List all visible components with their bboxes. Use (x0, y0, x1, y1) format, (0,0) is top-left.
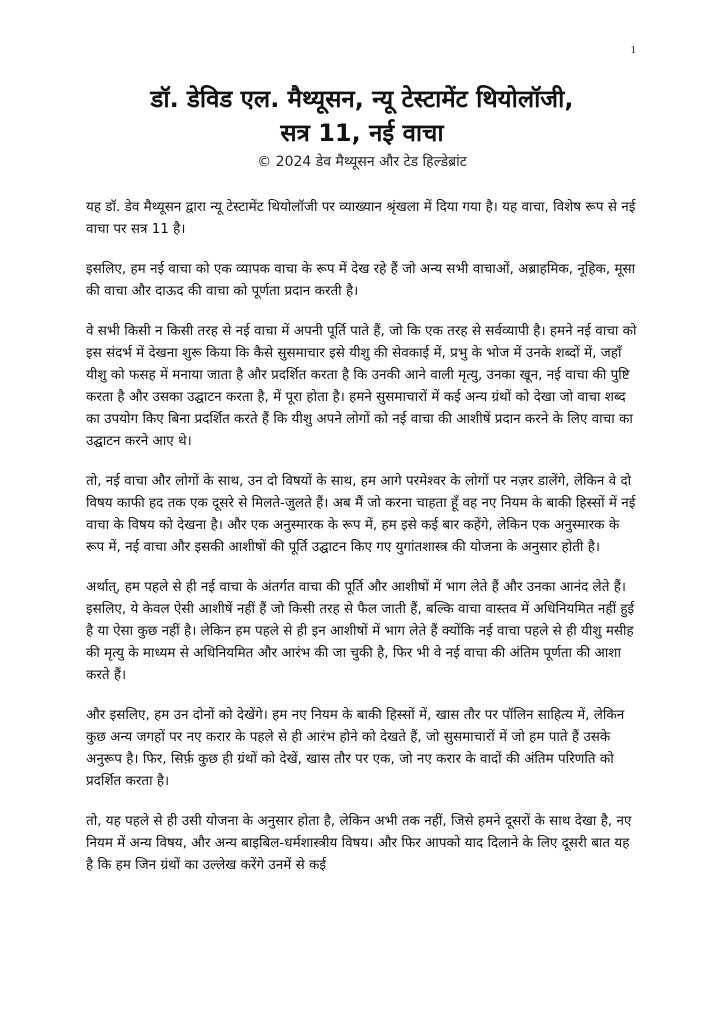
paragraph-2: इसलिए, हम नई वाचा को एक व्यापक वाचा के रूप में देख रहे हैं जो अन्य सभी वाचाओं, अब्राहमिक, नूहिक, मूसा की वाचा और दाऊद की वाचा को पूर्णता प्रदान करती है। (86, 261, 636, 299)
paragraph-4: तो, नई वाचा और लोगों के साथ, उन दो विषयों के साथ, हम आगे परमेश्वर के लोगों पर नज़र डालेंगे, लेकिन वे दो विषय काफी हद तक एक दूसरे से मिलते-जुलते हैं। अब मैं जो करना चाहता हूँ वह नए नियम के बाकी हिस्सों में नई वाचा के विषय को देखना है। और एक अनुस्मारक के रूप में, हम इसे कई बार कहेंगे, लेकिन एक अनुस्मारक के रूप में, नई वाचा और इसकी आशीषों की पूर्ति उद्घाटन किए गए युगांतशास्त्र की योजना के अनुसार होती है। (86, 473, 636, 555)
title-block (60, 82, 664, 172)
page-number: 1 (630, 44, 636, 56)
copyright-line: © 2024 डेव मैथ्यूसन और टेड हिल्डेब्रांट (257, 154, 467, 170)
paragraph-1: यह डॉ. डेव मैथ्यूसन द्वारा न्यू टेस्टामेंट थियोलॉजी पर व्याख्यान श्रृंखला में दिया गया है। यह वाचा, विशेष रूप से नई वाचा पर सत्र 11 है। (86, 199, 636, 237)
title-line-2: सत्र 11, नई वाचा (280, 119, 444, 147)
paragraph-5: अर्थात्, हम पहले से ही नई वाचा के अंतर्गत वाचा की पूर्ति और आशीषों में भाग लेते हैं और उनका आनंद लेते हैं। इसलिए, ये केवल ऐसी आशीषें नहीं हैं जो किसी तरह से फैल जाती हैं, बल्कि वाचा वास्तव में अधिनियमित नहीं हुई है या ऐसा कुछ नहीं है। लेकिन हम पहले से ही इन आशीषों में भाग लेते हैं क्योंकि नई वाचा पहले से ही यीशु मसीह की मृत्यु के माध्यम से अधिनियमित और आरंभ की जा चुकी है, फिर भी वे नई वाचा की अंतिम पूर्णता की आशा करते हैं। (86, 579, 635, 683)
paragraph-3: वे सभी किसी न किसी तरह से नई वाचा में अपनी पूर्ति पाते हैं, जो कि एक तरह से सर्वव्यापी है। हमने नई वाचा को इस संदर्भ में देखना शुरू किया कि कैसे सुसमाचार इसे यीशु की सेवकाई में, प्रभु के भोज में उनके शब्दों में, जहाँ यीशु को फसह में मनाया जाता है और प्रदर्शित करता है कि उनकी आने वाली मृत्यु, उनका खून, नई वाचा की पुष्टि करता है और उसका उद्घाटन करता है, में पूरा होता है। हमने सुसमाचारों में कई अन्य ग्रंथों को देखा जो वाचा शब्द का उपयोग किए बिना प्रदर्शित करते हैं कि यीशु अपने लोगों को नई वाचा की आशीषें प्रदान करने के लिए वाचा का उद्घाटन करने आए थे। (86, 323, 637, 449)
paragraph-6: और इसलिए, हम उन दोनों को देखेंगे। हम नए नियम के बाकी हिस्सों में, खास तौर पर पॉलिन साहित्य में, लेकिन कुछ अन्य जगहों पर नए करार के पहले से ही आरंभ होने को देखते हैं, जो सुसमाचारों में जो हम पाते हैं उसके अनुरूप है। फिर, सिर्फ़ कुछ ही ग्रंथों को देखें, खास तौर पर एक, जो नए करार के वादों की अंतिम परिणति को प्रदर्शित करता है। (86, 707, 625, 789)
title-line-1: डॉ. डेविड एल. मैथ्यूसन, न्यू टेस्टामेंट थियोलॉजी, (150, 85, 574, 113)
page-title (60, 82, 664, 150)
paragraph-7: तो, यह पहले से ही उसी योजना के अनुसार होता है, लेकिन अभी तक नहीं, जिसे हमने दूसरों के साथ देखा है, नए नियम में अन्य विषय, और अन्य बाइबिल-धर्मशास्त्रीय विषय। और फिर आपको याद दिलाने के लिए दूसरी बात यह है कि हम जिन ग्रंथों का उल्लेख करेंगे उनमें से कई (86, 813, 632, 873)
body-text (86, 196, 640, 894)
